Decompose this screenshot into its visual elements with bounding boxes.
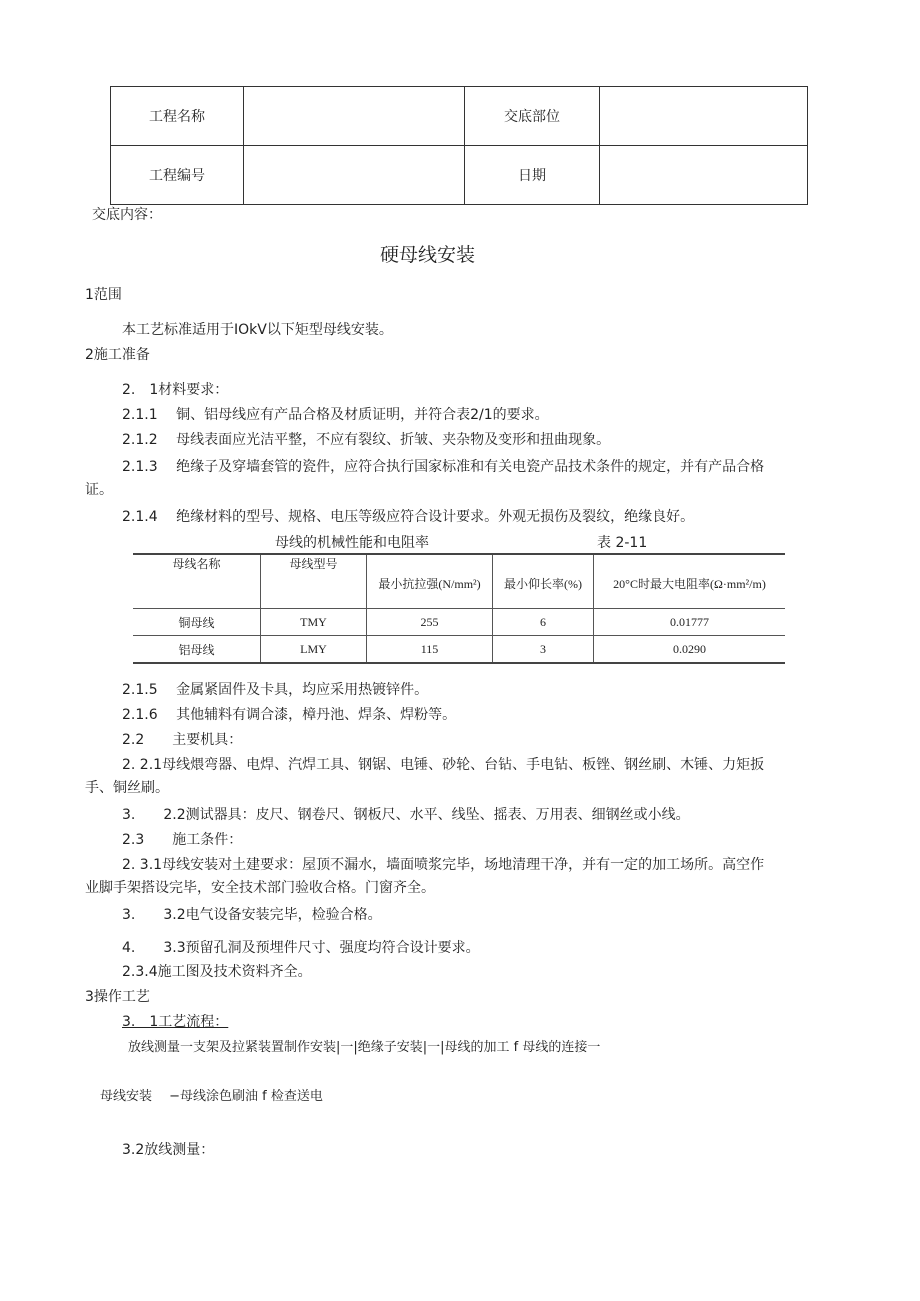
- project-name-label: 工程名称: [111, 87, 244, 146]
- paragraph: 2. 3.1母线安装对土建要求：屋顶不漏水，墙面喷浆完毕，场地清理干净，并有一定的加工场所。高空作: [122, 857, 765, 873]
- table-caption: 母线的机械性能和电阻率: [275, 535, 429, 551]
- header-cell: 20°C时最大电阻率(Ω·mm²/m): [594, 554, 786, 609]
- section-heading: 3操作工艺: [85, 989, 150, 1005]
- paragraph: 3. 3.2电气设备安装完毕，检验合格。: [122, 907, 382, 923]
- project-info-table: [110, 86, 808, 205]
- handover-part-label: 交底部位: [465, 87, 600, 146]
- paragraph: 2.1.3 绝缘子及穿墙套管的瓷件，应符合执行国家标准和有关电瓷产品技术条件的规定，并有产品合格: [122, 459, 765, 475]
- section-heading: 2施工准备: [85, 347, 150, 363]
- paragraph: 2.1.4 绝缘材料的型号、规格、电压等级应符合设计要求。外观无损伤及裂纹，绝缘良好。: [122, 509, 695, 525]
- cell: 铜母线: [178, 615, 215, 630]
- header-cell: 最小仰长率(%): [493, 554, 594, 609]
- paragraph: 2.1.6 其他辅料有调合漆，樟丹池、焊条、焊粉等。: [122, 707, 457, 723]
- cell: 3: [493, 636, 594, 664]
- cell: 255: [367, 609, 493, 636]
- project-no-value: [244, 146, 465, 205]
- paragraph: 4. 3.3预留孔洞及预埋件尺寸、强度均符合设计要求。: [122, 940, 480, 956]
- paragraph: 2. 2.1母线煨弯器、电焊、汽焊工具、钢锯、电锤、砂轮、台钻、手电钻、板锉、钢丝刷、木锤、力矩扳: [122, 757, 765, 773]
- project-name-value: [244, 87, 465, 146]
- cell: 0.0290: [594, 636, 786, 664]
- date-label: 日期: [465, 146, 600, 205]
- paragraph: 证。: [85, 482, 113, 498]
- cell: 铝母线: [178, 642, 215, 657]
- paragraph: 2.2 主要机具：: [122, 732, 243, 748]
- header-cell: 母线名称: [172, 557, 221, 571]
- process-flow-line: 放线测量一支架及拉紧装置制作安装|一|绝缘子安装|一|母线的加工 f 母线的连接一: [128, 1040, 601, 1055]
- table-header-row: [133, 554, 785, 609]
- header-cell: 母线型号: [261, 554, 367, 609]
- content-label: 交底内容：: [92, 207, 162, 223]
- project-no-label: 工程编号: [111, 146, 244, 205]
- paragraph: 2.3 施工条件：: [122, 832, 243, 848]
- paragraph: 手、铜丝刷。: [85, 780, 169, 796]
- paragraph: 2.3.4施工图及技术资料齐全。: [122, 964, 312, 980]
- cell: 6: [493, 609, 594, 636]
- cell: 115: [367, 636, 493, 664]
- process-flow-line: 母线安装 −母线涂色刷油 f 检查送电: [100, 1089, 323, 1104]
- cell: TMY: [261, 609, 367, 636]
- cell: 0.01777: [594, 609, 786, 636]
- section-heading: 1范围: [85, 287, 122, 303]
- date-value: [600, 146, 808, 205]
- doc-title: 硬母线安装: [380, 244, 476, 266]
- paragraph: 2.1.5 金属紧固件及卡具，均应采用热镀锌件。: [122, 682, 429, 698]
- table-number: 表 2-11: [597, 535, 648, 551]
- header-cell: 最小抗拉强(N/mm²): [367, 554, 493, 609]
- paragraph: 3. 1工艺流程：: [122, 1014, 229, 1030]
- paragraph: 业脚手架搭设完毕，安全技术部门验收合格。门窗齐全。: [85, 880, 435, 896]
- paragraph: 3. 2.2测试器具：皮尺、钢卷尺、钢板尺、水平、线坠、摇表、万用表、细钢丝或小线。: [122, 807, 690, 823]
- paragraph: 2.1.2 母线表面应光洁平整，不应有裂纹、折皱、夹杂物及变形和扭曲现象。: [122, 432, 611, 448]
- busbar-spec-table: [133, 553, 785, 664]
- table-row: [133, 636, 785, 664]
- paragraph: 本工艺标准适用于IOkV以下矩型母线安装。: [122, 322, 393, 338]
- cell: LMY: [261, 636, 367, 664]
- handover-part-value: [600, 87, 808, 146]
- paragraph: 3.2放线测量：: [122, 1142, 215, 1158]
- table-row: [133, 609, 785, 636]
- paragraph: 2. 1材料要求：: [122, 382, 229, 398]
- paragraph: 2.1.1 铜、铝母线应有产品合格及材质证明，并符合表2/1的要求。: [122, 407, 549, 423]
